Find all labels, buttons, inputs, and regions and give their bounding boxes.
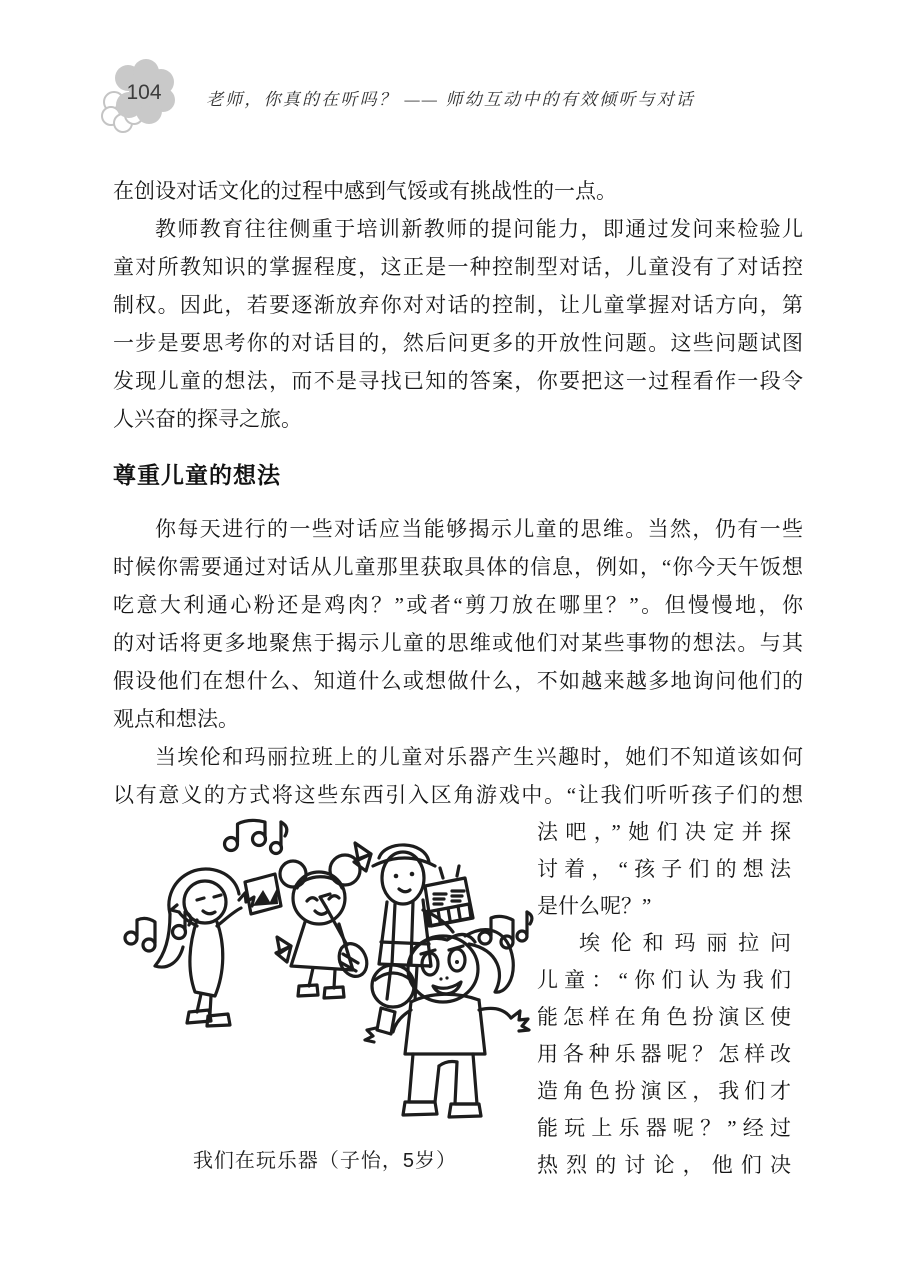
paragraph-teacher-education — [113, 210, 803, 438]
figure-caption: 我们在玩乐器（子怡，5岁） — [192, 1150, 458, 1172]
children-playing-instruments-drawing — [113, 814, 537, 1136]
section-heading: 尊重儿童的想法 — [113, 462, 281, 488]
text-line: 假设他们在想什么、知道什么或想做什么，不如越来越多地询问他们的 — [113, 669, 803, 693]
text-line: 童对所教知识的掌握程度，这正是一种控制型对话，儿童没有了对话控 — [113, 255, 803, 279]
wrapped-text-column — [537, 814, 791, 1184]
text-line: 儿童：“你们认为我们 — [537, 968, 791, 992]
text-line: 的对话将更多地聚焦于揭示儿童的思维或他们对某些事物的想法。与其 — [113, 631, 803, 655]
text-line: 观点和想法。 — [113, 707, 239, 731]
text-line: 热烈的讨论，他们决 — [537, 1153, 791, 1177]
text-line: 时候你需要通过对话从儿童那里获取具体的信息，例如，“你今天午饭想 — [113, 555, 803, 579]
text-line: 人兴奋的探寻之旅。 — [113, 407, 302, 431]
figure-child-big-head — [393, 930, 529, 1117]
paragraph-daily-dialogue — [113, 510, 803, 738]
paragraph-ellen-marilla-intro — [113, 738, 803, 814]
text-column — [113, 172, 803, 1184]
text-line: 制权。因此，若要逐渐放弃你对对话的控制，让儿童掌握对话方向，第 — [113, 293, 803, 317]
music-notes-left-icon — [125, 912, 191, 951]
figure — [113, 814, 537, 1180]
page-number: 104 — [126, 81, 162, 104]
text-line: 一步是要思考你的对话目的，然后问更多的开放性问题。这些问题试图 — [113, 331, 803, 355]
paragraph-continued — [113, 172, 803, 210]
text-line: 你每天进行的一些对话应当能够揭示儿童的思维。当然，仍有一些 — [155, 517, 803, 541]
running-head — [98, 58, 695, 134]
text-line: 能怎样在角色扮演区使 — [537, 1005, 791, 1029]
text-line: 是什么呢？” — [537, 894, 652, 918]
text-line: 发现儿童的想法，而不是寻找已知的答案，你要把这一过程看作一段令 — [113, 369, 803, 393]
figure-child-grinning — [425, 866, 473, 926]
text-line: 造角色扮演区，我们才 — [537, 1079, 791, 1103]
text-line: 讨着，“孩子们的想法 — [537, 857, 791, 881]
text-line: 用各种乐器呢？怎样改 — [537, 1042, 791, 1066]
right-column-paragraph-2 — [537, 925, 791, 1184]
text-line: 法吧，”她们决定并探 — [537, 820, 791, 844]
book-title: 老师，你真的在听吗？ —— 师幼互动中的有效倾听与对话 — [206, 89, 696, 109]
text-line: 教师教育往往侧重于培训新教师的提问能力，即通过发问来检验儿 — [155, 217, 803, 241]
right-column-paragraph-1 — [537, 814, 791, 925]
text-line: 以有意义的方式将这些东西引入区角游戏中。“让我们听听孩子们的想 — [113, 783, 803, 807]
page-number-flower-badge — [98, 58, 184, 134]
text-line: 在创设对话文化的过程中感到气馁或有挑战性的一点。 — [113, 179, 617, 203]
text-line: 吃意大利通心粉还是鸡肉？”或者“剪刀放在哪里？”。但慢慢地，你 — [113, 593, 803, 617]
music-notes-top-icon — [225, 820, 287, 853]
figure-girl-left — [155, 869, 281, 1026]
text-line: 埃伦和玛丽拉问 — [579, 931, 791, 955]
figure-and-text-row — [113, 814, 803, 1184]
text-line: 能玩上乐器呢？”经过 — [537, 1116, 791, 1140]
text-line: 当埃伦和玛丽拉班上的儿童对乐器产生兴趣时，她们不知道该如何 — [155, 745, 803, 769]
figure-girl-bear-ears — [276, 855, 372, 998]
